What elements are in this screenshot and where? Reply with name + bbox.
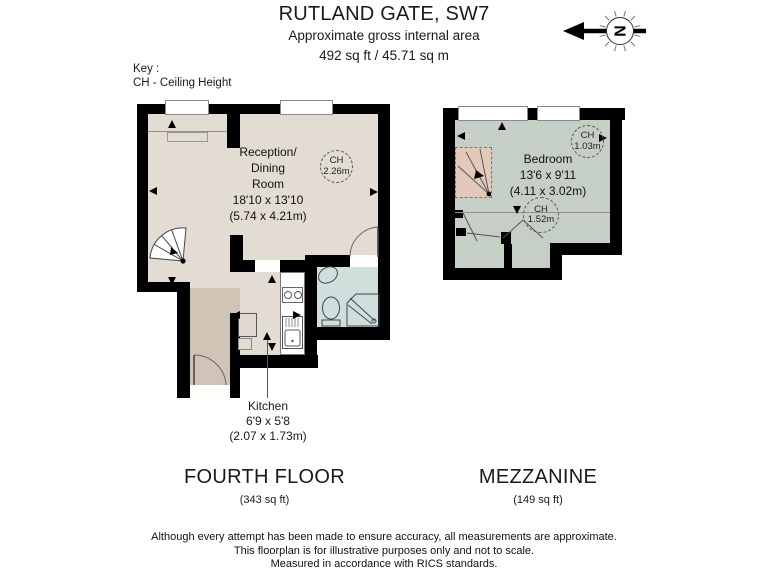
door-opening bbox=[255, 260, 280, 272]
window-mullion bbox=[528, 108, 537, 120]
disclaimer-line: Measured in accordance with RICS standards. bbox=[270, 558, 498, 570]
room-name: Reception/ bbox=[239, 145, 297, 159]
floor-area: (149 sq ft) bbox=[513, 494, 563, 506]
bedroom-label bbox=[473, 151, 623, 199]
kitchen-unit bbox=[238, 313, 257, 337]
wall bbox=[230, 260, 255, 272]
dimension-arrow-icon bbox=[268, 343, 276, 351]
legend-title: Key : bbox=[133, 63, 160, 75]
room-dims-imperial: 18'10 x 13'10 bbox=[232, 193, 304, 207]
wall bbox=[280, 260, 305, 272]
ch-value: 2.26m bbox=[323, 165, 350, 177]
hob-ring-icon bbox=[284, 291, 292, 299]
ch-label: CH bbox=[329, 155, 344, 166]
total-area: 492 sq ft / 45.71 sq m bbox=[319, 48, 449, 63]
floor-area: (343 sq ft) bbox=[239, 494, 290, 506]
floor-name: FOURTH FLOOR bbox=[183, 466, 345, 488]
dimension-arrow-icon bbox=[513, 206, 521, 214]
ch-label: CH bbox=[580, 130, 595, 141]
built-in-unit bbox=[167, 132, 208, 142]
ch-value: 1.52m bbox=[527, 214, 555, 225]
page-subtitle: Approximate gross internal area bbox=[288, 28, 480, 43]
wall bbox=[443, 268, 562, 280]
door-swing bbox=[191, 351, 231, 387]
dimension-arrow-icon bbox=[268, 275, 276, 283]
floor-name: MEZZANINE bbox=[478, 466, 598, 488]
window bbox=[537, 106, 580, 121]
hob-ring-icon bbox=[294, 291, 302, 299]
dimension-arrow-icon bbox=[232, 311, 240, 319]
dimension-arrow-icon bbox=[370, 188, 378, 196]
disclaimer bbox=[0, 531, 768, 572]
room-dims-imperial: 6'9 x 5'8 bbox=[246, 414, 290, 428]
room-name: Room bbox=[251, 177, 284, 191]
room-dims-metric: (2.07 x 1.73m) bbox=[229, 429, 307, 443]
legend-entry-ch: CH - Ceiling Height bbox=[133, 77, 232, 89]
fourth-floor-plan bbox=[137, 100, 393, 400]
legend bbox=[133, 62, 231, 90]
fourth-floor-caption bbox=[137, 466, 392, 506]
window bbox=[458, 106, 528, 121]
north-arrow-icon bbox=[556, 9, 648, 55]
disclaimer-line: This floorplan is for illustrative purposes only and not to scale. bbox=[233, 544, 535, 557]
page-title: RUTLAND GATE, SW7 bbox=[278, 3, 490, 25]
dimension-arrow-icon bbox=[168, 120, 176, 128]
dimension-arrow-icon bbox=[149, 187, 157, 195]
wall bbox=[230, 355, 318, 368]
ceiling-height-badge bbox=[571, 125, 604, 158]
toilet-icon bbox=[323, 297, 340, 319]
spiral-stair-icon bbox=[145, 225, 189, 267]
window bbox=[280, 100, 333, 115]
room-dims-imperial: 13'6 x 9'11 bbox=[519, 168, 577, 182]
kitchen-unit bbox=[238, 338, 252, 350]
room-dims-metric: (4.11 x 3.02m) bbox=[509, 184, 587, 198]
room-name: Kitchen bbox=[247, 399, 289, 413]
dimension-arrow-icon bbox=[168, 277, 176, 285]
ceiling-height-badge bbox=[320, 150, 353, 183]
dimension-arrow-icon bbox=[498, 122, 506, 130]
kitchen-pointer-arrow bbox=[263, 332, 271, 340]
north-letter: N bbox=[610, 25, 628, 37]
room-dims-metric: (5.74 x 4.21m) bbox=[229, 209, 307, 223]
room-name: Bedroom bbox=[523, 152, 573, 166]
room-name: Dining bbox=[250, 161, 286, 175]
bathroom-fixtures bbox=[315, 263, 381, 329]
window bbox=[165, 100, 209, 115]
disclaimer-line: Although every attempt has been made to ensure accuracy, all measurements are approximate. bbox=[151, 531, 617, 543]
wall bbox=[137, 282, 190, 292]
wall bbox=[177, 292, 190, 398]
kitchen-label bbox=[168, 399, 368, 444]
ceiling-height-badge bbox=[523, 197, 559, 233]
wall-stub bbox=[227, 114, 240, 148]
door-swing bbox=[348, 224, 382, 260]
kitchen-pointer-line bbox=[267, 340, 268, 398]
reception-room-label bbox=[198, 144, 338, 224]
dimension-arrow-icon bbox=[293, 311, 301, 319]
ch-value: 1.03m bbox=[574, 140, 601, 152]
mezzanine-caption bbox=[443, 466, 633, 506]
dimension-arrow-icon bbox=[457, 132, 465, 140]
ch-label: CH bbox=[534, 203, 548, 215]
mezzanine-plan bbox=[443, 106, 625, 282]
wall bbox=[443, 108, 455, 280]
basin-icon bbox=[316, 264, 341, 287]
sink-icon bbox=[282, 316, 303, 349]
